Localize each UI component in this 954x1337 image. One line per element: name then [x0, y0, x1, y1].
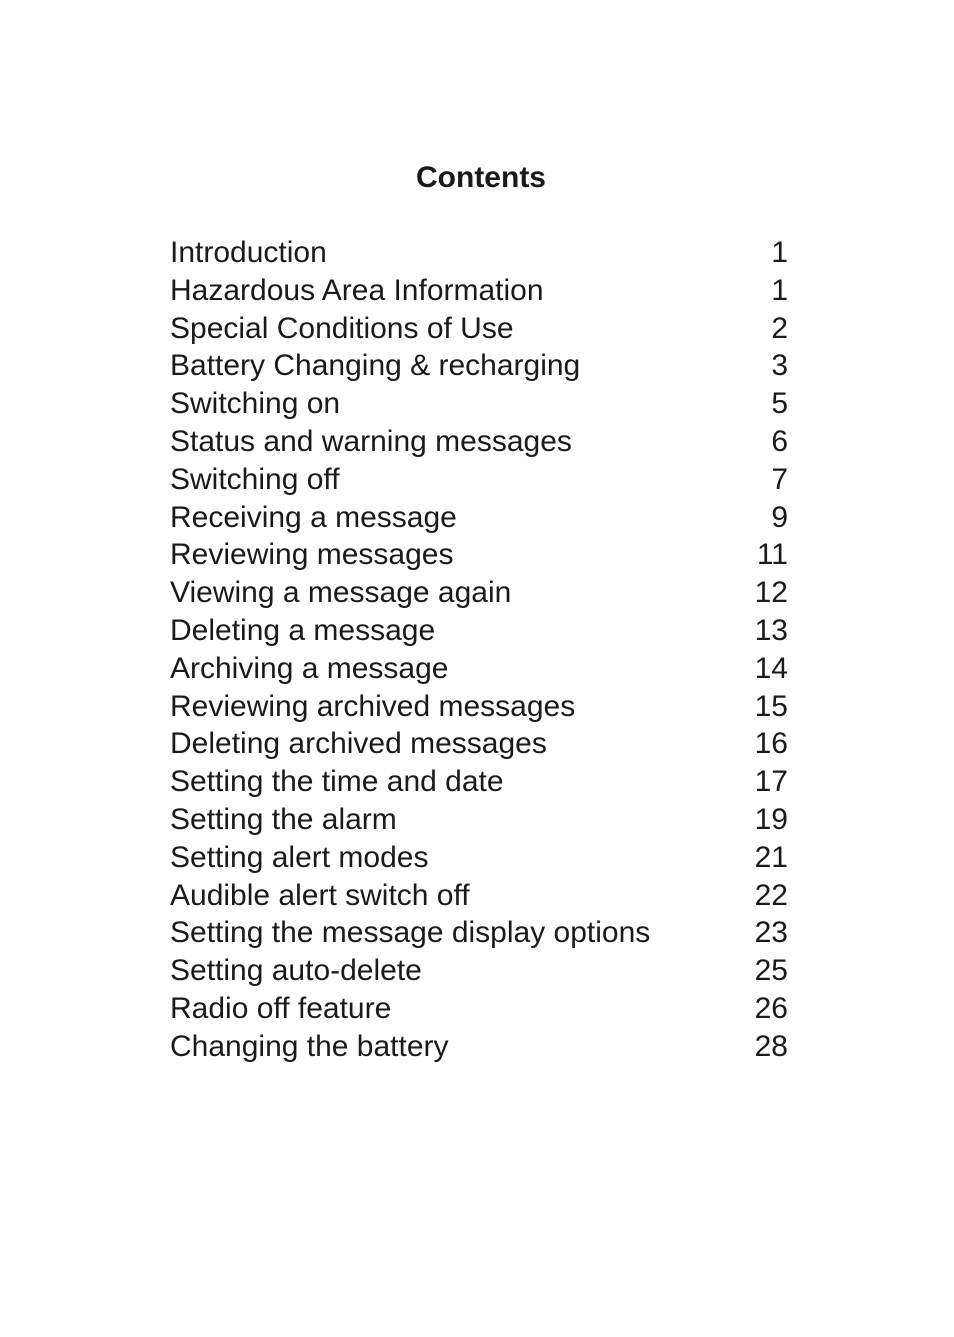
toc-entry: [170, 725, 788, 763]
toc-entry: [170, 990, 788, 1028]
toc-entry: [170, 650, 788, 688]
toc-entry-page: 17: [754, 765, 788, 799]
toc-entry-page: 28: [754, 1029, 788, 1063]
toc-entry-label: Status and warning messages: [170, 424, 572, 458]
toc-entry-label: Battery Changing & recharging: [170, 349, 581, 383]
toc-entry-page: 1: [771, 273, 788, 307]
toc-entry-page: 12: [754, 576, 788, 610]
toc-entry: [170, 574, 788, 612]
toc-entry: [170, 877, 788, 915]
toc-entry-page: 2: [771, 311, 788, 345]
toc-entry-label: Changing the battery: [170, 1029, 449, 1063]
toc-entry: [170, 310, 788, 348]
toc-entry-label: Setting the alarm: [170, 802, 397, 836]
toc-entry: [170, 461, 788, 499]
toc-entry: [170, 688, 788, 726]
toc-entry-page: 7: [771, 462, 788, 496]
toc-entry-label: Receiving a message: [170, 500, 457, 534]
toc-entry-label: Introduction: [170, 236, 327, 269]
toc-entry: [170, 763, 788, 801]
toc-entry: [170, 536, 788, 574]
toc-entry-label: Switching off: [170, 462, 340, 496]
toc-entry-page: 25: [754, 954, 788, 988]
toc-entry: [170, 272, 788, 310]
toc-entry-label: Hazardous Area Information: [170, 273, 544, 307]
toc-entry: [170, 385, 788, 423]
toc-entry-label: Radio off feature: [170, 991, 392, 1025]
toc-entry-label: Reviewing archived messages: [170, 689, 576, 723]
toc-entry-label: Setting the time and date: [170, 765, 504, 799]
toc-entry-page: 6: [771, 424, 788, 458]
toc-entry-label: Special Conditions of Use: [170, 311, 514, 345]
toc-entry-page: 3: [771, 349, 788, 383]
toc-entry-page: 1: [771, 236, 788, 269]
page-title: Contents: [416, 161, 546, 194]
toc-entry-label: Switching on: [170, 387, 341, 421]
toc-entry-page: 16: [754, 727, 788, 761]
toc-entry: [170, 423, 788, 461]
toc-entry: [170, 952, 788, 990]
toc-entry-label: Reviewing messages: [170, 538, 454, 572]
toc-entry: [170, 612, 788, 650]
toc-entry-page: 11: [756, 538, 788, 572]
toc-entry-label: Setting alert modes: [170, 840, 429, 874]
toc-entry-label: Deleting archived messages: [170, 727, 547, 761]
toc-entry: [170, 1028, 788, 1066]
table-of-contents: [170, 234, 788, 1066]
toc-entry: [170, 499, 788, 537]
toc-entry-page: 22: [754, 878, 788, 912]
toc-entry-page: 9: [771, 500, 788, 534]
toc-entry: [170, 914, 788, 952]
toc-entry-page: 14: [754, 651, 788, 685]
toc-entry: [170, 839, 788, 877]
toc-entry-page: 19: [754, 802, 788, 836]
toc-entry-page: 5: [771, 387, 788, 421]
toc-entry-label: Setting auto-delete: [170, 954, 422, 988]
toc-entry-page: 21: [754, 840, 788, 874]
toc-entry-page: 23: [754, 916, 788, 950]
toc-entry-page: 15: [754, 689, 788, 723]
toc-entry-label: Viewing a message again: [170, 576, 512, 610]
toc-entry-label: Archiving a message: [170, 651, 449, 685]
toc-entry-page: 26: [754, 991, 788, 1025]
toc-entry-label: Audible alert switch off: [170, 878, 470, 912]
toc-entry-label: Setting the message display options: [170, 916, 651, 950]
toc-entry: [170, 801, 788, 839]
toc-entry: [170, 234, 788, 272]
toc-entry: [170, 347, 788, 385]
toc-entry-label: Deleting a message: [170, 613, 436, 647]
toc-entry-page: 13: [754, 613, 788, 647]
